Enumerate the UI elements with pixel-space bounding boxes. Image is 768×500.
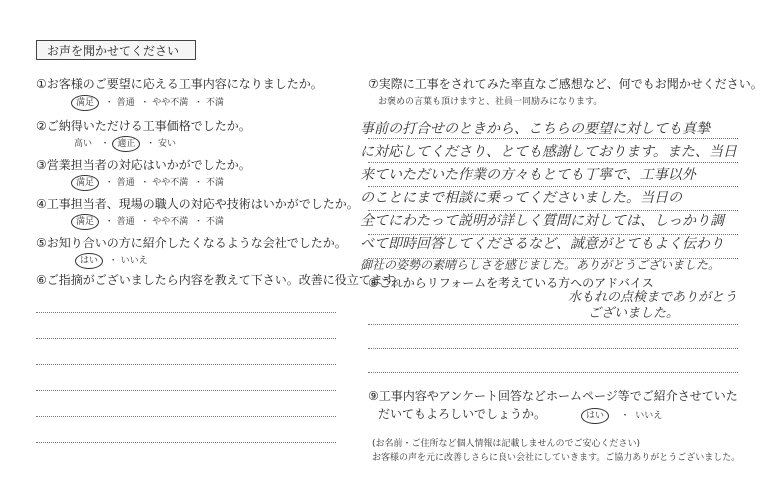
handwritten-answer-line: に対応してくださり、とても感謝しております。また、当日: [360, 144, 737, 160]
option-1-3[interactable]: 不満: [205, 98, 224, 108]
option-1-1[interactable]: 普通: [116, 98, 135, 108]
option-4-3[interactable]: 不満: [205, 217, 224, 227]
privacy-note: (お名前・ご住所など個人情報は記載しませんのでご安心ください): [372, 439, 641, 449]
answer-line: [36, 338, 336, 339]
handwritten-advice-line: 水もれの点検までありがとう: [568, 290, 738, 305]
question-3-options[interactable]: 満足 ・ 普通 ・ やや不満 ・ 不満: [74, 175, 224, 191]
question-5: ⑤お知り合いの方に紹介したくなるような会社でしたか。: [36, 236, 347, 250]
question-9-line2: だいてもよろしいでしょうか。: [378, 407, 547, 421]
question-7-note: お褒めの言葉も頂けますと、社員一同励みになります。: [378, 97, 603, 107]
answer-line: [36, 390, 336, 391]
option-9-0[interactable]: はい: [581, 408, 609, 424]
answer-line: [36, 312, 336, 313]
answer-line: [368, 348, 738, 349]
option-5-0[interactable]: はい: [75, 253, 103, 269]
question-9-line1: ⑨工事内容やアンケート回答などホームページ等でご紹介させていた: [368, 389, 738, 403]
option-4-0[interactable]: 満足: [71, 214, 99, 230]
option-3-3[interactable]: 不満: [205, 178, 224, 188]
option-9-1[interactable]: いいえ: [635, 411, 663, 421]
option-2-2[interactable]: 安い: [157, 139, 176, 149]
handwritten-answer-line: べて即時回答してくださるなど、誠意がとてもよく伝わり: [360, 236, 724, 252]
option-2-0[interactable]: 高い: [74, 139, 93, 149]
option-1-2[interactable]: やや不満: [152, 98, 189, 108]
question-8: ⑧これからリフォームを考えている方へのアドバイス: [368, 276, 654, 290]
handwritten-answer-line: 御社の姿勢の素晴らしさを感じました。ありがとうございました。: [360, 258, 721, 272]
question-7: ⑦実際に工事をされてみた率直なご感想など、何でもお聞かせください。: [368, 77, 763, 91]
question-1-options[interactable]: 満足 ・ 普通 ・ やや不満 ・ 不満: [74, 95, 224, 111]
answer-line: [368, 372, 738, 373]
option-5-1[interactable]: いいえ: [120, 256, 148, 266]
question-4-options[interactable]: 満足 ・ 普通 ・ やや不満 ・ 不満: [74, 214, 224, 230]
handwritten-answer-line: のことにまで相談に乗ってくださいました。当日の: [360, 190, 682, 206]
handwritten-answer-line: 事前の打合せのときから、こちらの要望に対しても真摯: [360, 121, 710, 137]
option-4-1[interactable]: 普通: [116, 217, 135, 227]
option-2-1[interactable]: 適正: [112, 136, 140, 152]
answer-line: [368, 324, 738, 325]
question-1: ①お客様のご要望に応える工事内容になりましたか。: [36, 77, 323, 91]
question-2-options[interactable]: 高い ・ 適正 ・ 安い: [74, 136, 176, 152]
question-9-options[interactable]: はい ・ いいえ: [584, 408, 662, 424]
question-2: ②ご納得いただける工事価格でしたか。: [36, 119, 251, 133]
section-header: お声を聞かせてください: [36, 40, 196, 60]
question-6: ⑥ご指摘がございましたら内容を教えて下さい。改善に役立てます。: [36, 273, 406, 287]
option-3-1[interactable]: 普通: [116, 178, 135, 188]
question-3: ③営業担当者の対応はいかがでしたか。: [36, 158, 251, 172]
handwritten-answer-line: 全てにわたって説明が詳しく質問に対しては、しっかり調: [360, 213, 724, 229]
question-5-options[interactable]: はい ・ いいえ: [78, 253, 148, 269]
handwritten-answer-line: 来ていただいた作業の方々もとても丁寧で、工事以外: [360, 167, 696, 183]
answer-line: [36, 364, 336, 365]
option-3-0[interactable]: 満足: [71, 175, 99, 191]
answer-line: [36, 442, 336, 443]
closing-note: お客様の声を元に改善しさらに良い会社にしていきます。ご協力ありがとうございました。: [372, 453, 741, 463]
answer-line: [36, 416, 336, 417]
answer-line: [368, 162, 738, 163]
option-4-2[interactable]: やや不満: [152, 217, 189, 227]
handwritten-advice-line: ございました。: [588, 306, 680, 321]
option-1-0[interactable]: 満足: [71, 95, 99, 111]
question-4: ④工事担当者、現場の職人の対応や技術はいかがでしたか。: [36, 197, 359, 211]
answer-line: [368, 138, 738, 139]
option-3-2[interactable]: やや不満: [152, 178, 189, 188]
